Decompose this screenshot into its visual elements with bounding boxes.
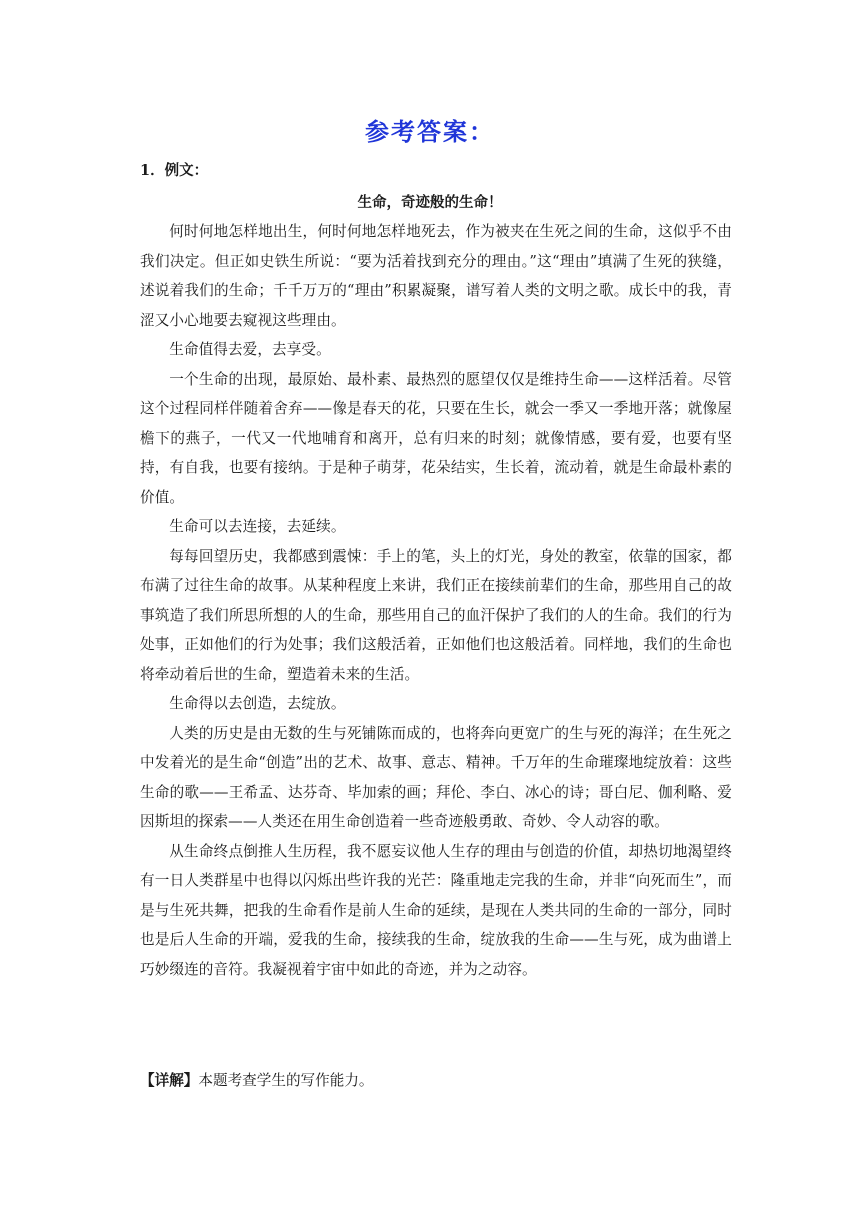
answer-heading: 参考答案： [365,118,495,146]
essay-body [140,217,732,984]
question-number: 1．例文： [140,162,209,179]
essay-paragraph: 从生命终点倒推人生历程，我不愿妄议他人生存的理由与创造的价值，却热切地渴望终有一日人类群星中也得以闪烁出些许我的光芒：隆重地走完我的生命，并非“向死而生”，而是与生死共舞，把我的生命看作是前人生命的延续，是现在人类共同的生命的一部分，同时也是后人生命的开端，爱我的生命，接续我的生命，绽放我的生命——生与死，成为曲谱上巧妙缀连的音符。我凝视着宇宙中如此的奇迹，并为之动容。 [140,842,732,978]
detail-line [140,1069,374,1090]
essay-paragraph: 生命值得去爱，去享受。 [169,341,331,358]
detail-label: 【详解】 [140,1072,199,1089]
detail-text: 本题考查学生的写作能力。 [198,1072,374,1089]
essay-paragraph: 生命得以去创造，去绽放。 [169,695,346,712]
essay-paragraph: 何时何地怎样地出生，何时何地怎样地死去，作为被夹在生死之间的生命，这似乎不由我们决定。但正如史铁生所说：“要为活着找到充分的理由。”这“理由”填满了生死的狭缝，述说着我们的生命；千千万万的“理由”积累凝聚，谱写着人类的文明之歌。成长中的我，青涩又小心地要去窥视这些理由。 [140,223,732,329]
essay-paragraph: 一个生命的出现，最原始、最朴素、最热烈的愿望仅仅是维持生命——这样活着。尽管这个过程同样伴随着舍弃——像是春天的花，只要在生长，就会一季又一季地开落；就像屋檐下的燕子，一代又一代地哺育和离开，总有归来的时刻；就像情感，要有爱，也要有坚持，有自我，也要有接纳。于是种子萌芽，花朵结实，生长着，流动着，就是生命最朴素的价值。 [140,370,732,506]
essay-paragraph: 每每回望历史，我都感到震悚：手上的笔，头上的灯光，身处的教室，依靠的国家，都布满了过往生命的故事。从某种程度上来讲，我们正在接续前辈们的生命，那些用自己的故事筑造了我们所思所想的人的生命，那些用自己的血汗保护了我们的人的生命。我们的行为处事，正如他们的行为处事；我们这般活着，正如他们也这般活着。同样地，我们的生命也将牵动着后世的生命，塑造着未来的生活。 [140,547,732,683]
essay-title: 生命，奇迹般的生命！ [357,194,503,211]
essay-paragraph: 生命可以去连接，去延续。 [169,518,346,535]
essay-paragraph: 人类的历史是由无数的生与死铺陈而成的，也将奔向更宽广的生与死的海洋；在生死之中发着光的是生命“创造”出的艺术、故事、意志、精神。千万年的生命璀璨地绽放着：这些生命的歌——王希孟、达芬奇、毕加索的画；拜伦、李白、冰心的诗；哥白尼、伽利略、爱因斯坦的探索——人类还在用生命创造着一些奇迹般勇敢、奇妙、令人动容的歌。 [140,724,732,830]
